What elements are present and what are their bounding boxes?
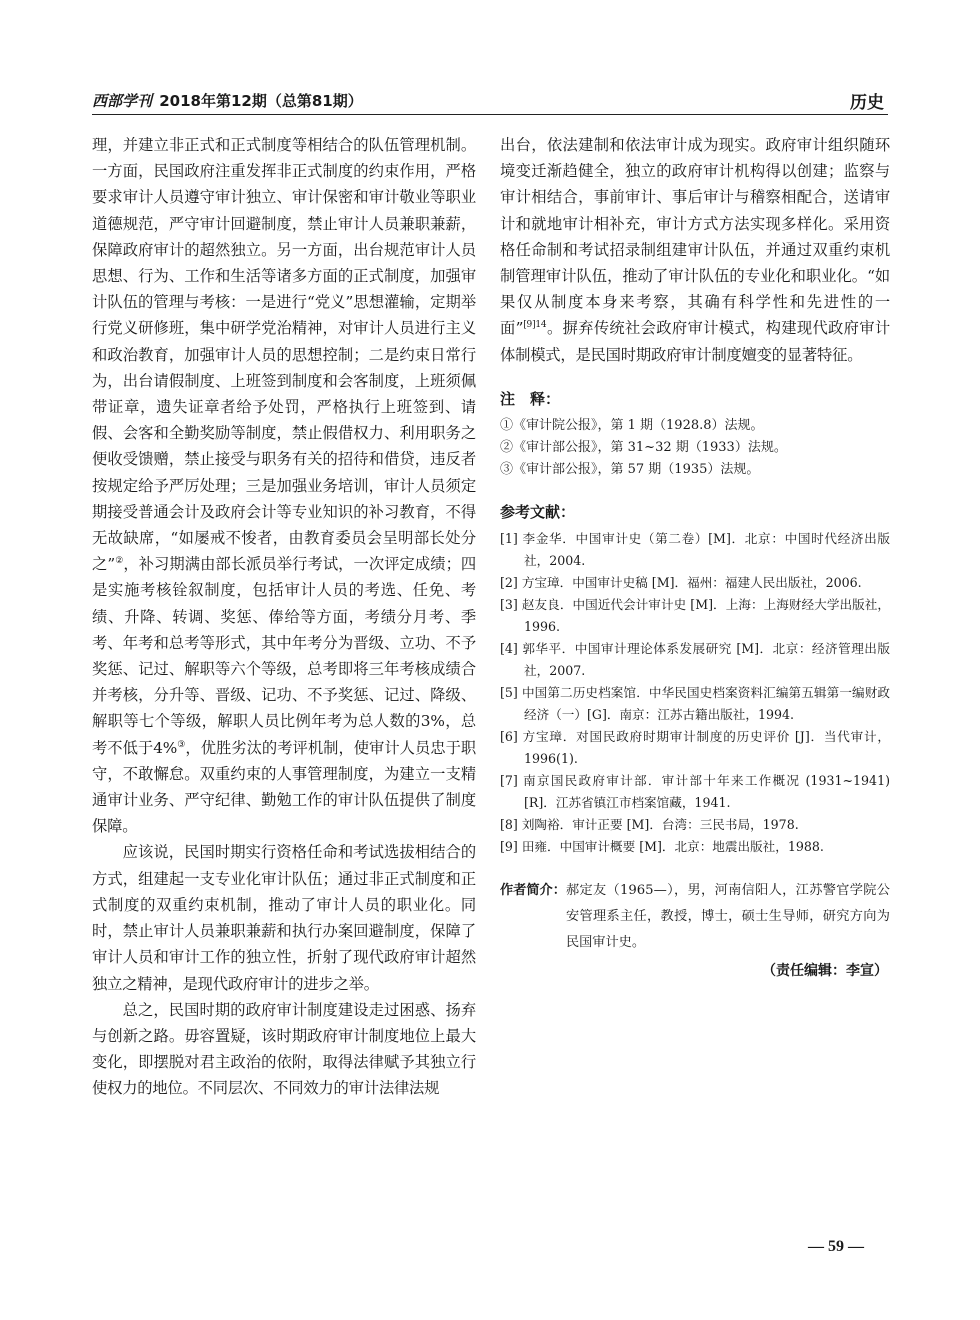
reference-item: [3] 赵友良．中国近代会计审计史 [M]．上海：上海财经大学出版社，1996. [500,596,890,634]
journal-issue: 2018年第12期（总第81期） [159,92,363,110]
body-paragraph: 应该说，民国时期实行资格任命和考试选拔相结合的方式，组建起一支专业化审计队伍；通过非正式制度和正式制度的双重约束机制，推动了审计人员的职业化。同时，禁止审计人员兼职兼薪和执行办案回避制度，保障了审计人员和审计工作的独立性，折射了现代政府审计超然独立之精神，是现代政府审计的进步之举。 [92,843,476,993]
note-item: ②《审计部公报》，第 31~32 期（1933）法规。 [500,439,787,455]
paragraph-text: 。摒弃传统社会政府审计模式，构建现代政府审计体制模式，是民国时期政府审计制度嬗变的显著特征。 [500,319,891,364]
footnote-ref: ③ [177,739,186,750]
reference-item: [1] 李金华．中国审计史（第二卷）[M]．北京：中国时代经济出版社，2004. [500,530,890,568]
note-item: ③《审计部公报》，第 57 期（1935）法规。 [500,461,760,477]
page-header [92,86,888,115]
bio-text: 郝定友（1965—），男，河南信阳人，江苏警官学院公安管理系主任，教授，博士，硕士生导师，研究方向为民国审计史。 [565,882,890,950]
references-heading: 参考文献： [500,502,576,521]
author-bio [500,878,890,956]
reference-item: [5] 中国第二历史档案馆．中华民国史档案资料汇编第五辑第一编财政经济（一）[G]．南京：江苏古籍出版社，1994. [500,684,890,722]
body-paragraph [500,132,890,368]
notes-heading: 注 释： [500,389,561,408]
note-item: ①《审计院公报》，第 1 期（1928.8）法规。 [500,417,764,433]
responsible-editor: （责任编辑：李宣） [762,962,888,979]
citation-ref: [9]14 [523,320,547,331]
bio-label: 作者简介： [500,882,566,898]
footnote-ref: ② [114,556,124,567]
right-column [500,132,890,980]
journal-name: 西部学刊 [92,92,153,110]
paragraph-text: ，补习期满由部长派员举行考试，一次评定成绩；四是实施考核铨叙制度，包括审计人员的考选、任免、考绩、升降、转调、奖惩、俸给等方面，考绩分月考、季考、年考和总考等形式，其中年考分为晋级、立功、不予奖惩、记过、解职等六个等级，总考即将三年考核成绩合并考核，分升等、晋级、记功、不予奖惩、记过、降级、解职等七个等级，解职人员比例年考为总人数的3%，总考不低于4% [92,555,477,757]
reference-item: [8] 刘陶裕．审计正要 [M]．台湾：三民书局，1978. [500,816,799,832]
paragraph-text: 理，并建立非正式和正式制度等相结合的队伍管理机制。一方面，民国政府注重发挥非正式制度的约束作用，严格要求审计人员遵守审计独立、审计保密和审计敬业等职业道德规范，严守审计回避制度，禁止审计人员兼职兼薪，保障政府审计的超然独立。另一方面，出台规范审计人员思想、行为、工作和生活等诸多方面的正式制度，加强审计队伍的管理与考核：一是进行“党义”思想灌输，定期举行党义研修班，集中研学党治精神，对审计人员进行主义和政治教育，加强审计人员的思想控制；二是约束日常行为，出台请假制度、上班签到制度和会客制度，上班须佩带证章，遗失证章者给予处罚，严格执行上班签到、请假、会客和全勤奖励等制度，禁止假借权力、利用职务之便收受馈赠，禁止接受与职务有关的招待和借贷，违反者按规定给予严厉处理；三是加强业务培训，审计人员须定期接受普通会计及政府会计等专业知识的补习教育，不得无故缺席，“如屡戒不悛者，由教育委员会呈明部长处分之” [92,136,476,574]
body-paragraph [92,132,476,839]
reference-item: [4] 郭华平．中国审计理论体系发展研究 [M]．北京：经济管理出版社，2007. [500,640,890,678]
reference-item: [7] 南京国民政府审计部．审计部十年来工作概况 (1931~1941)[R]．江苏省镇江市档案馆藏，1941. [500,772,890,810]
section-label: 历史 [850,93,884,113]
journal-info [92,90,363,111]
paragraph-text: ，优胜劣汰的考评机制，使审计人员忠于职守，不敢懈怠。双重约束的人事管理制度，为建立一支精通审计业务、严守纪律、勤勉工作的审计队伍提供了制度保障。 [92,738,476,836]
page-number: — 59 — [808,1238,864,1255]
body-paragraph: 总之，民国时期的政府审计制度建设走过困惑、扬弃与创新之路。毋容置疑，该时期政府审计制度地位上最大变化，即摆脱对君主政治的依附，取得法律赋予其独立行使权力的地位。不同层次、不同效力的审计法律法规 [92,1000,476,1098]
reference-item: [6] 方宝璋．对国民政府时期审计制度的历史评价 [J]．当代审计，1996(1). [500,728,890,766]
paragraph-text: 出台，依法建制和依法审计成为现实。政府审计组织随环境变迁渐趋健全，独立的政府审计机构得以创建；监察与审计相结合，事前审计、事后审计与稽察相配合，送请审计和就地审计相补充，审计方式方法实现多样化。采用资格任命制和考试招录制组建审计队伍，并通过双重约束机制管理审计队伍，推动了审计队伍的专业化和职业化。“如果仅从制度本身来考察，其确有科学性和先进性的一面” [500,136,890,338]
left-column [92,132,476,1102]
reference-item: [2] 方宝璋．中国审计史稿 [M]．福州：福建人民出版社，2006. [500,574,862,590]
reference-item: [9] 田雍．中国审计概要 [M]．北京：地震出版社，1988. [500,838,824,854]
